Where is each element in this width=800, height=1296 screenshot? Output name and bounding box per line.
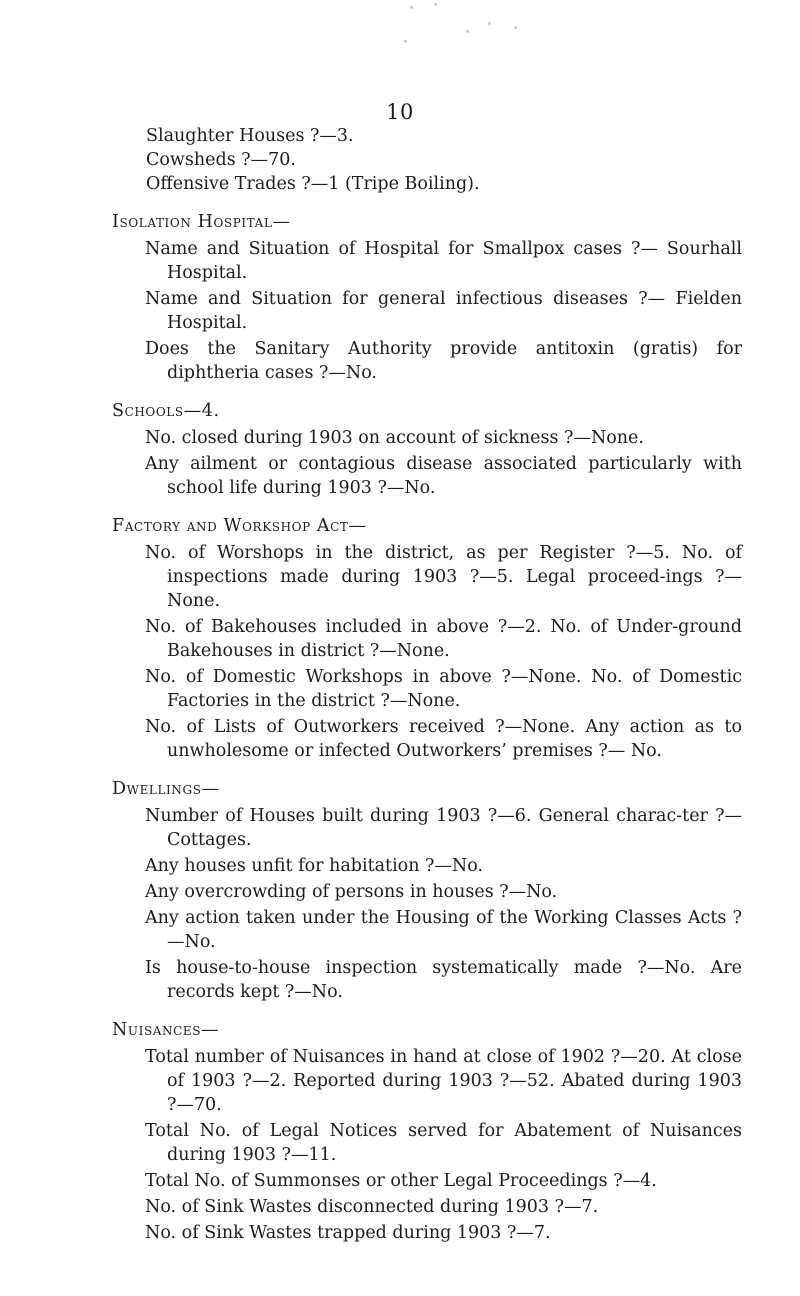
section-heading: Dwellings— (112, 779, 220, 799)
section-factory-workshop-act (112, 514, 742, 763)
intro-line-offensive-trades: Offensive Trades ?—1 (Tripe Boiling). (146, 174, 480, 194)
section-item: Any overcrowding of persons in houses ?—No. (145, 882, 558, 902)
section-heading: Schools—4. (112, 401, 220, 421)
section-item: Any houses unfit for habitation ?—No. (145, 856, 484, 876)
section-item: No. of Worshops in the district, as per Register ?—5. No. of inspections made during 1903 ?—5. Legal proceed-ings ?—None. (145, 543, 742, 611)
section-item: Any action taken under the Housing of the Working Classes Acts ?—No. (145, 908, 742, 952)
section-heading: Isolation Hospital— (112, 212, 291, 232)
section-item: Name and Situation for general infectious diseases ?— Fielden Hospital. (145, 289, 742, 333)
section-heading: Factory and Workshop Act— (112, 516, 367, 536)
section-item: No. of Lists of Outworkers received ?—None. Any action as to unwholesome or infected Outworkers’ premises ?— No. (145, 717, 742, 761)
section-item: Total No. of Legal Notices served for Abatement of Nuisances during 1903 ?—11. (145, 1121, 742, 1165)
page-number: 10 (386, 100, 414, 124)
print-speck (434, 3, 437, 6)
print-speck (410, 6, 413, 9)
intro-block (112, 124, 742, 196)
section-item: No. of Bakehouses included in above ?—2. No. of Under-ground Bakehouses in district ?—None. (145, 617, 742, 661)
section-item: Name and Situation of Hospital for Smallpox cases ?— Sourhall Hospital. (145, 239, 742, 283)
print-speck (514, 26, 517, 29)
section-item: No. closed during 1903 on account of sickness ?—None. (145, 428, 644, 448)
section-item: No. of Sink Wastes trapped during 1903 ?—7. (145, 1223, 551, 1243)
section-item: Number of Houses built during 1903 ?—6. General charac-ter ?—Cottages. (145, 806, 742, 850)
section-isolation-hospital (112, 210, 742, 385)
print-speck (404, 40, 407, 43)
page-content (112, 124, 742, 1247)
print-speck (488, 22, 491, 25)
section-item: No. of Sink Wastes disconnected during 1903 ?—7. (145, 1197, 599, 1217)
section-item: Any ailment or contagious disease associated particularly with school life during 1903 ?—No. (145, 454, 742, 498)
section-item: Does the Sanitary Authority provide antitoxin (gratis) for diphtheria cases ?—No. (145, 339, 742, 383)
section-item: Total number of Nuisances in hand at close of 1902 ?—20. At close of 1903 ?—2. Reported during 1903 ?—52. Abated during 1903 ?—70. (145, 1047, 742, 1115)
section-item: No. of Domestic Workshops in above ?—None. No. of Domestic Factories in the district ?—None. (145, 667, 742, 711)
intro-line-cowsheds: Cowsheds ?—70. (146, 150, 296, 170)
section-schools (112, 399, 742, 500)
section-dwellings (112, 777, 742, 1004)
intro-line-slaughter-houses: Slaughter Houses ?—3. (146, 126, 354, 146)
section-item: Total No. of Summonses or other Legal Proceedings ?—4. (145, 1171, 657, 1191)
print-speck (466, 30, 469, 33)
section-nuisances (112, 1018, 742, 1245)
section-heading: Nuisances— (112, 1020, 220, 1040)
section-item: Is house-to-house inspection systematically made ?—No. Are records kept ?—No. (145, 958, 742, 1002)
